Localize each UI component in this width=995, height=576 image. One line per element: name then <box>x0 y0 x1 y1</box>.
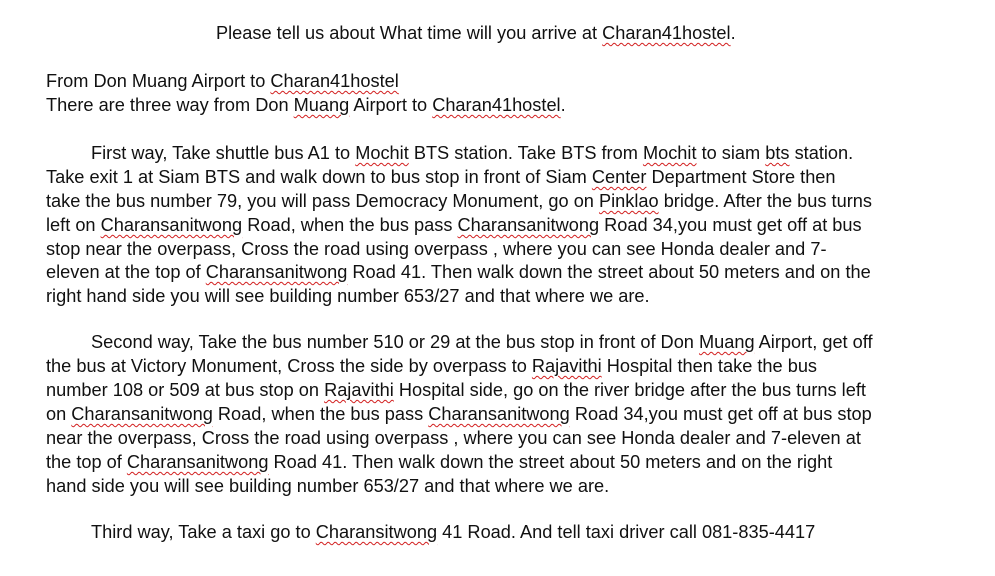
text-run: Hospital then take the bus <box>601 356 818 376</box>
misspelled-word: Mochit <box>642 143 697 163</box>
text-run: . <box>730 23 736 43</box>
way2-line <box>46 354 817 378</box>
text-run: Road 41. Then walk down the street about 50 meters and on the right <box>268 452 833 472</box>
misspelled-word: Charansanitwong <box>205 262 348 282</box>
misspelled-word: Charan41hostel <box>432 95 561 115</box>
text-run: left on <box>46 215 101 235</box>
way2-line <box>46 450 832 474</box>
text-run: take the bus number 79, you will pass Democracy Monument, go on <box>46 191 599 211</box>
text-run: Second way, Take the bus number 510 or 29 at the bus stop in front of Don <box>91 332 699 352</box>
text-run: Third way, Take a taxi go to <box>91 522 316 542</box>
way2-line <box>46 426 861 450</box>
misspelled-word: Rajavithi <box>531 356 602 376</box>
way2-line <box>46 474 609 498</box>
way1-line <box>46 165 836 189</box>
way2-line <box>46 378 866 402</box>
text-run: Airport, get off <box>754 332 873 352</box>
text-run: From Don Muang Airport to <box>46 71 271 91</box>
text-run: stop near the overpass, Cross the road using overpass , where you can see Honda dealer and 7- <box>46 239 827 259</box>
misspelled-word: Charansitwong <box>315 522 438 542</box>
text-run: First way, Take shuttle bus A1 to <box>91 143 356 163</box>
way1-line <box>46 260 871 284</box>
text-run: near the overpass, Cross the road using overpass , where you can see Honda dealer and 7-eleven at <box>46 428 861 448</box>
way3-line <box>46 520 815 544</box>
way1-line <box>46 189 872 213</box>
text-run: Department Store then <box>646 167 836 187</box>
way1-line <box>46 141 853 165</box>
text-run: hand side you will see building number 653/27 and that where we are. <box>46 476 610 496</box>
intro-line <box>46 93 566 117</box>
misspelled-word: Muang <box>698 332 755 352</box>
text-run: Airport to <box>349 95 433 115</box>
misspelled-word: Charansanitwong <box>428 404 570 424</box>
misspelled-word: bts <box>765 143 790 163</box>
way1-line <box>46 284 650 308</box>
text-run: to siam <box>696 143 766 163</box>
misspelled-word: Charansanitwong <box>100 215 243 235</box>
text-run: the top of <box>46 452 127 472</box>
text-run: station. <box>789 143 854 163</box>
text-run: number 108 or 509 at bus stop on <box>46 380 325 400</box>
misspelled-word: Charan41hostel <box>270 71 399 91</box>
text-run: eleven at the top of <box>46 262 206 282</box>
way1-line <box>46 237 827 261</box>
text-run: the bus at Victory Monument, Cross the side by overpass to <box>46 356 532 376</box>
way2-line <box>46 402 872 426</box>
way2-line <box>46 330 873 354</box>
text-run: Take exit 1 at Siam BTS and walk down to bus stop in front of Siam <box>46 167 592 187</box>
misspelled-word: Charansanitwong <box>126 452 269 472</box>
document-title <box>216 21 736 45</box>
text-run: There are three way from Don <box>46 95 294 115</box>
text-run: BTS station. Take BTS from <box>408 143 643 163</box>
text-run: Road, when the bus pass <box>242 215 458 235</box>
text-run: right hand side you will see building number 653/27 and that where we are. <box>46 286 650 306</box>
misspelled-word: Mochit <box>355 143 409 163</box>
way1-line <box>46 213 862 237</box>
text-run: on <box>46 404 72 424</box>
text-run: Hospital side, go on the river bridge after the bus turns left <box>393 380 866 400</box>
text-run: Road 34,you must get off at bus <box>599 215 862 235</box>
misspelled-word: Center <box>591 167 647 187</box>
text-run: . <box>560 95 566 115</box>
text-run: bridge. After the bus turns <box>658 191 872 211</box>
text-run: Road 34,you must get off at bus stop <box>569 404 872 424</box>
text-run: Road, when the bus pass <box>212 404 429 424</box>
text-run: Road 41. Then walk down the street about 50 meters and on the <box>347 262 871 282</box>
text-run: 41 Road. And tell taxi driver call 081-835-4417 <box>437 522 816 542</box>
misspelled-word: Charansanitwong <box>71 404 213 424</box>
misspelled-word: Rajavithi <box>324 380 394 400</box>
misspelled-word: Pinklao <box>598 191 659 211</box>
misspelled-word: Charan41hostel <box>602 23 731 43</box>
text-run: Please tell us about What time will you arrive at <box>216 23 603 43</box>
misspelled-word: Charansanitwong <box>457 215 600 235</box>
intro-line <box>46 69 399 93</box>
misspelled-word: Muang <box>293 95 350 115</box>
